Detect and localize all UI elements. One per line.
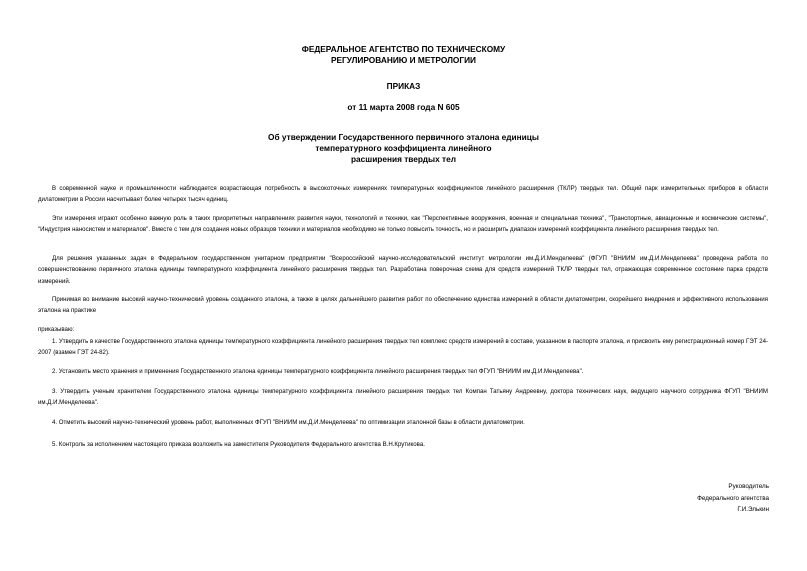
agency-name — [0, 44, 807, 66]
order-item-5: 5. Контроль за исполнением настоящего приказа возложить на заместителя Руководителя Федерального агентства В.Н.Крутикова. — [52, 441, 425, 448]
title-line3: расширения твердых тел — [350, 154, 456, 164]
document-type: ПРИКАЗ — [386, 81, 421, 91]
signature-block — [697, 481, 769, 516]
paragraph-vniim-work: Для решения указанных задач в Федеральном государственном унитарном предприятии "Всероссийский научно-исследовательский институт метрологии им.Д.И.Менделеева" (ФГУП "ВНИИМ им.Д.И.Менделеева" проведена работа по совершенствованию первичного эталона единицы температурного коэффициента линейного расширения твердых тел. Разработана поверочная схема для средств измерений ТКЛР твердых тел, отражающая современное состояние парка средств измерений. — [38, 255, 768, 285]
order-item-3: 3. Утвердить ученым хранителем Государственного эталона единицы температурного коэффициента линейного расширения твердых тел Компан Татьяну Андреевну, доктора технических наук, ведущего научного сотрудника ФГУП "ВНИИМ им.Д.И.Менделеева". — [38, 388, 768, 407]
signature-name: Г.И.Элькин — [737, 506, 769, 513]
order-item-2: 2. Установить место хранения и применения Государственного эталона единицы температурного коэффициента линейного расширения твердых тел ФГУП "ВНИИМ им.Д.И.Менделеева". — [52, 368, 584, 375]
agency-name-line1: ФЕДЕРАЛЬНОЕ АГЕНТСТВО ПО ТЕХНИЧЕСКОМУ — [301, 44, 506, 54]
signature-organization: Федерального агентства — [697, 494, 769, 502]
agency-name-line2: РЕГУЛИРОВАНИЮ И МЕТРОЛОГИИ — [330, 55, 477, 65]
document-date: от 11 марта 2008 года N 605 — [347, 102, 460, 112]
order-item-1: 1. Утвердить в качестве Государственного эталона единицы температурного коэффициента линейного расширения твердых тел комплекс средств измерений в составе, указанном в паспорте эталона, и присвоить ему регистрационный номер ГЭТ 24-2007 (взамен ГЭТ 24-82). — [38, 338, 768, 357]
title-line2: температурного коэффициента линейного — [315, 143, 492, 153]
paragraph-priorities: Эти измерения играют особенно важную роль в таких приоритетных направлениях развития науки, технологий и техники, как "Перспективные вооружения, военная и специальная техника", "Транспортные, авиационные и космические системы", "Индустрия наносистем и материалов". Вместе с тем для создания новых образцов техники и материалов необходимо не только повысить точность, но и расширить диапазон измерений коэффициента линейного расширения твердых тел. — [38, 215, 768, 234]
paragraph-considering: Принимая во внимание высокий научно-технический уровень созданного эталона, а также в целях дальнейшего развития работ по обеспечению единства измерений в области дилатометрии, скорейшего внедрения и эффективного использования эталона на практике — [38, 296, 768, 315]
signature-position: Руководитель — [728, 483, 769, 490]
order-item-4: 4. Отметить высокий научно-технический уровень работ, выполненных ФГУП "ВНИИМ им.Д.И.Менделеева" по оптимизации эталонной базы в области дилатометрии. — [52, 419, 525, 426]
document-title — [0, 132, 807, 165]
paragraph-order-word: приказываю: — [38, 326, 75, 333]
paragraph-intro: В современной науке и промышленности наблюдается возрастающая потребность в высокоточных измерениях температурных коэффициентов линейного расширения (ТКЛР) твердых тел. Общий парк измерительных приборов в области дилатометрии в России насчитывает более четырех тысяч единиц. — [38, 185, 768, 204]
title-line1: Об утверждении Государственного первичного эталона единицы — [268, 132, 539, 142]
